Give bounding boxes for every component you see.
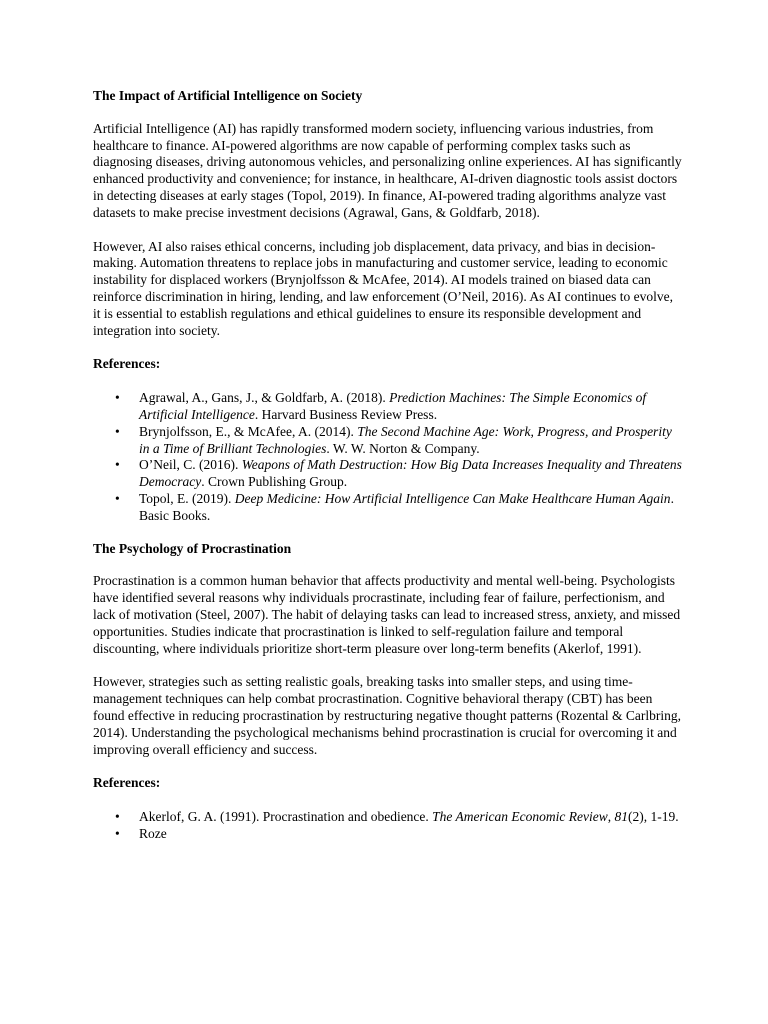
body-paragraph: However, strategies such as setting realistic goals, breaking tasks into smaller steps, and using time-management techniques can help combat procrastination. Cognitive behavioral therapy (CBT) has been found effective in reducing procrastination by restructuring negative thought patterns (Rozental & Carlbring, 2014). Understanding the psychological mechanisms behind procrastination is crucial for overcoming it and improving overall efficiency and success. (93, 674, 681, 757)
reference-title: Prediction Machines: The Simple Economics of Artificial Intelligence (139, 390, 647, 422)
reference-authors: Topol, E. (2019). (139, 490, 235, 506)
reference-publisher: . Crown Publishing Group. (201, 474, 348, 490)
section-heading: The Psychology of Procrastination (93, 540, 292, 556)
body-paragraph: However, AI also raises ethical concerns, including job displacement, data privacy, and bias in decision-making. Automation threatens to replace jobs in manufacturing and customer service, leading to economic instability for displaced workers (Brynjolfsson & McAfee, 2014). AI models trained on biased data can reinforce discrimination in hiring, lending, and law enforcement (O’Neil, 2016). As AI continues to evolve, it is essential to establish regulations and ethical guidelines to ensure its responsible development and integration into society. (93, 238, 673, 338)
reference-separator: , (607, 809, 615, 825)
reference-item (93, 390, 683, 424)
reference-publisher: . Basic Books. (139, 490, 674, 523)
document-page (93, 88, 683, 859)
reference-title: The Second Machine Age: Work, Progress, and Prosperity in a Time of Brilliant Technologies (139, 423, 672, 456)
reference-item (93, 457, 683, 491)
references-list (93, 390, 683, 524)
reference-authors: Brynjolfsson, E., & McAfee, A. (2014). (139, 423, 358, 439)
reference-title: Deep Medicine: How Artificial Intelligence Can Make Healthcare Human Again (234, 490, 671, 506)
reference-title: Weapons of Math Destruction: How Big Data Increases Inequality and Threatens Democracy (139, 457, 682, 490)
references-list (93, 809, 683, 843)
reference-journal: The American Economic Review (432, 809, 608, 825)
reference-item (93, 826, 683, 843)
reference-volume: 81 (614, 809, 628, 825)
section-procrastination (93, 541, 683, 843)
reference-item (93, 424, 683, 458)
section-heading: The Impact of Artificial Intelligence on Society (93, 88, 363, 103)
body-paragraph: Artificial Intelligence (AI) has rapidly transformed modern society, influencing various industries, from healthcare to finance. AI-powered algorithms are now capable of performing complex tasks such as diagnosing diseases, driving autonomous vehicles, and personalizing online experiences. AI has significantly enhanced productivity and convenience; for instance, in healthcare, AI-driven diagnostic tools assist doctors in detecting diseases at early stages (Topol, 2019). In finance, AI-powered trading algorithms analyze vast datasets to make precise investment decisions (Agrawal, Gans, & Goldfarb, 2018). (93, 120, 682, 220)
reference-publisher: . Harvard Business Review Press. (254, 406, 438, 422)
references-heading: References: (93, 775, 161, 791)
body-paragraph: Procrastination is a common human behavior that affects productivity and mental well-being. Psychologists have identified several reasons why individuals procrastinate, including fear of failure, perfectionism, and lack of motivation (Steel, 2007). The habit of delaying tasks can lead to increased stress, anxiety, and missed opportunities. Studies indicate that procrastination is linked to self-regulation failure and temporal discounting, where individuals prioritize short-term pleasure over long-term benefits (Akerlof, 1991). (93, 573, 681, 656)
reference-authors: Roze (139, 825, 167, 841)
reference-item (93, 491, 683, 525)
reference-authors: Agrawal, A., Gans, J., & Goldfarb, A. (2018). (139, 390, 390, 406)
reference-pages: (2), 1-19. (628, 809, 679, 825)
references-heading: References: (93, 356, 161, 372)
reference-authors: Akerlof, G. A. (1991). Procrastination and obedience. (139, 809, 433, 825)
section-ai (93, 88, 683, 525)
reference-publisher: . W. W. Norton & Company. (326, 440, 480, 456)
reference-item (93, 809, 683, 826)
reference-authors: O’Neil, C. (2016). (139, 457, 242, 473)
